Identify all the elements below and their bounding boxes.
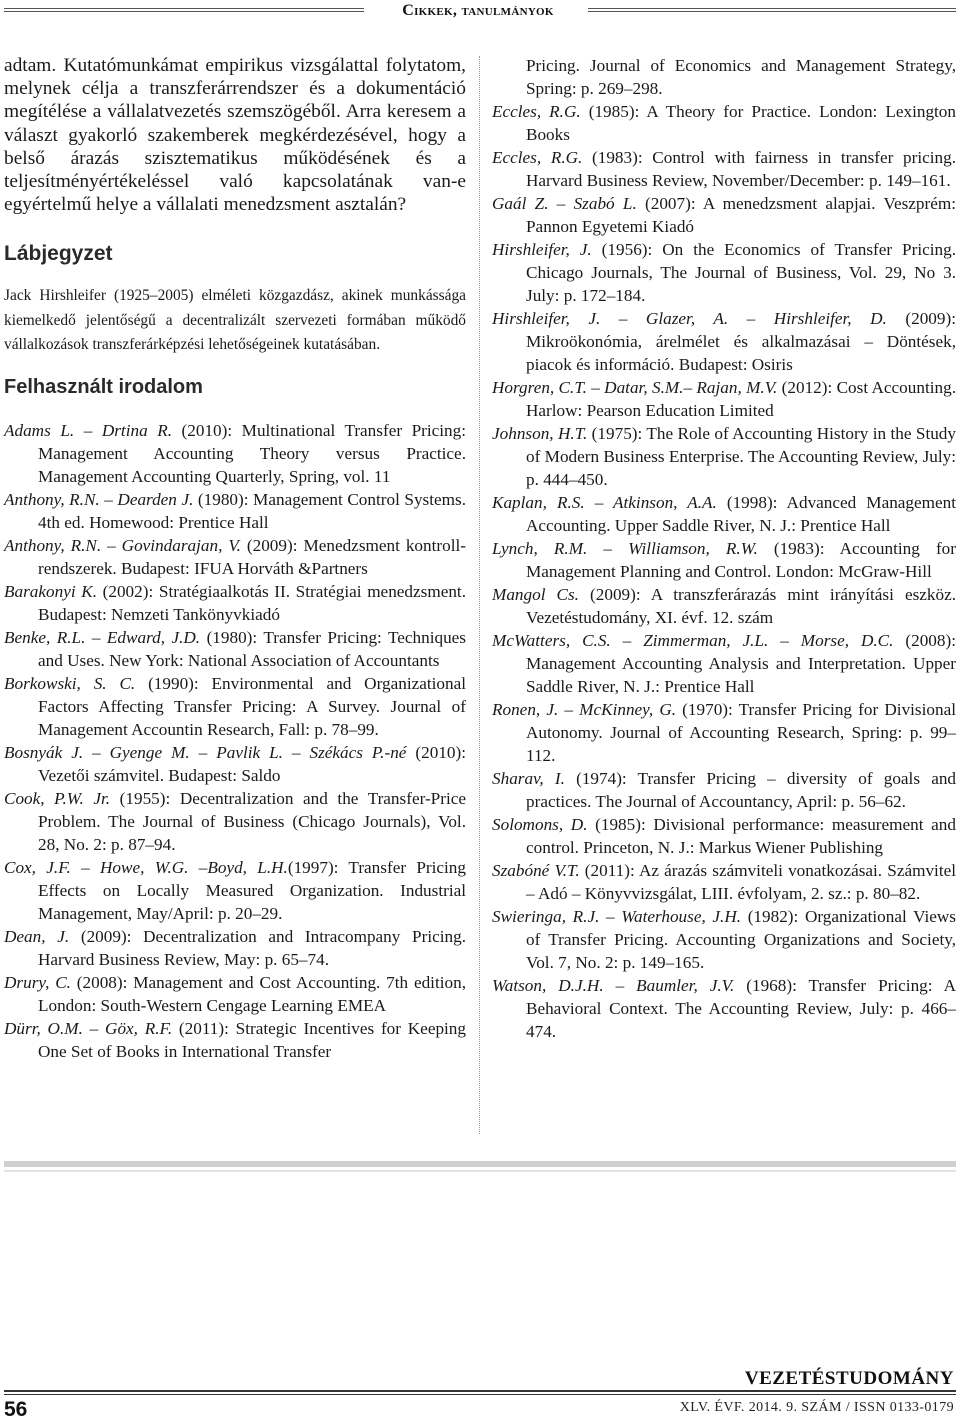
reference-details: (1974): Transfer Pricing – diversity of goals and practices. The Journal of Accountancy, April: p. 56–62.: [526, 769, 957, 811]
reference-entry: [492, 905, 956, 974]
reference-list-right: [492, 100, 956, 1043]
reference-entry: [492, 146, 956, 192]
reference-authors: Hirshleifer, J. – Glazer, A. – Hirshleifer, D.: [492, 309, 887, 328]
footer-rule-thin: [4, 1394, 956, 1395]
reference-entry: [492, 974, 956, 1043]
reference-entry: [4, 741, 466, 787]
reference-authors: Horgren, C.T. – Datar, S.M.– Rajan, M.V.: [492, 378, 778, 397]
bottom-rule-thin: [4, 1170, 956, 1172]
reference-entry: [492, 813, 956, 859]
reference-entry: [492, 698, 956, 767]
reference-authors: Dürr, O.M. – Göx, R.F.: [4, 1018, 173, 1038]
reference-entry: [4, 672, 466, 741]
reference-entry: [4, 971, 466, 1017]
references-heading: Felhasznált irodalom: [4, 375, 203, 398]
reference-entry: [492, 376, 956, 422]
reference-details: (1982): Organizational Views of Transfer Pricing. Accounting Organizations and Society, Vol. 7, No. 2: p. 149–165.: [526, 907, 956, 972]
reference-details: (1956): On the Economics of Transfer Pricing. Chicago Journals, The Journal of Business, Vol. 29, No 3. July: p. 172–184.: [526, 240, 957, 305]
reference-details: (1983): Accounting for Management Planning and Control. London: McGraw-Hill: [526, 539, 956, 581]
reference-authors: Benke, R.L. – Edward, J.D.: [4, 627, 201, 647]
reference-details: (2009): Decentralization and Intracompany Pricing. Harvard Business Review, May: p. 65–74.: [38, 926, 467, 969]
reference-entry: [4, 1017, 466, 1063]
reference-details: (1997): Transfer Pricing Effects on Locally Measured Organization. Industrial Management, May/April: p. 20–29.: [38, 857, 466, 923]
section-title: Cikkek, tanulmányok: [402, 2, 554, 19]
reference-entry: [4, 626, 466, 672]
journal-name: VEZETÉSTUDOMÁNY: [744, 1368, 954, 1389]
reference-entry: [4, 488, 466, 534]
reference-details: (1980): Transfer Pricing: Techniques and Uses. New York: National Association of Accountants: [38, 627, 466, 670]
column-divider: [479, 56, 480, 1134]
issue-info: XLV. ÉVF. 2014. 9. SZÁM / ISSN 0133-0179: [679, 1400, 954, 1415]
intro-paragraph: adtam. Kutatómunkámat empirikus vizsgálattal folytatom, melynek célja a transzferárrendszer és a dokumentáció megítélése a vállalatvezetés szemszögéből. Arra keresem a választ gyakorló szakemberek megkérdezésével, hogy a belső árazás szisztematikus működésének és a teljesítményértékeléssel való kapcsolatának van-e egyértelmű helye a vállalati menedzsment asztalán?: [4, 55, 466, 216]
reference-entry: [492, 629, 956, 698]
reference-entry: [492, 491, 956, 537]
footer-rule: [4, 1390, 956, 1392]
reference-entry: [492, 100, 956, 146]
reference-authors: Eccles, R.G.: [492, 102, 581, 121]
reference-details: (2002): Stratégiaalkotás II. Stratégiai menedzsment. Budapest: Nemzeti Tankönyvkiadó: [38, 581, 466, 624]
reference-entry: [492, 767, 956, 813]
page-number: 56: [4, 1398, 28, 1421]
reference-details: (1970): Transfer Pricing for Divisional Autonomy. Journal of Accounting Research, Spring: p. 99–112.: [526, 700, 956, 765]
left-column: [4, 54, 466, 1063]
reference-authors: Lynch, R.M. – Williamson, R.W.: [492, 539, 758, 558]
reference-entry: [492, 537, 956, 583]
reference-details: (1985): Divisional performance: measurement and control. Princeton, N. J.: Markus Wiener Publishing: [526, 815, 956, 857]
reference-details: (2007): A menedzsment alapjai. Veszprém: Pannon Egyetemi Kiadó: [526, 194, 956, 236]
reference-entry: [492, 192, 956, 238]
header-rule-left: [4, 8, 364, 14]
reference-continuation: Pricing. Journal of Economics and Management Strategy, Spring: p. 269–298.: [526, 56, 956, 98]
reference-authors: Anthony, R.N. – Dearden J.: [4, 489, 194, 509]
reference-details: (2011): Az árazás számviteli vonatkozásai. Számvitel – Adó – Könyvvizsgálat, LIII. évfolyam, 2. sz.: p. 80–82.: [526, 861, 956, 903]
reference-entry: [4, 787, 466, 856]
reference-authors: Hirshleifer, J.: [492, 240, 592, 259]
reference-authors: Cook, P.W. Jr.: [4, 788, 111, 808]
reference-entry: [4, 856, 466, 925]
reference-authors: Bosnyák J. – Gyenge M. – Pavlik L. – Székács P.-né: [4, 742, 407, 762]
reference-details: (2008): Management and Cost Accounting. 7th edition, London: South-Western Cengage Learning EMEA: [38, 972, 466, 1015]
header-rule-right: [588, 8, 956, 14]
reference-details: (2010): Multinational Transfer Pricing: Management Accounting Theory versus Practice. Management Accounting Quarterly, Spring, vol. 11: [38, 420, 466, 486]
reference-authors: Cox, J.F. – Howe, W.G. –Boyd, L.H.: [4, 857, 288, 877]
reference-authors: Ronen, J. – McKinney, G.: [492, 700, 677, 719]
reference-entry: [4, 580, 466, 626]
reference-authors: Drury, C.: [4, 972, 71, 992]
reference-authors: Solomons, D.: [492, 815, 588, 834]
reference-authors: Adams L. – Drtina R.: [4, 420, 172, 440]
reference-details: (2009): A transzferárazás mint irányítási eszköz. Vezetéstudomány, XI. évf. 12. szám: [526, 585, 957, 627]
reference-entry: [492, 238, 956, 307]
reference-details: (1985): A Theory for Practice. London: Lexington Books: [526, 102, 956, 144]
reference-details: (2008): Management Accounting Analysis and Interpretation. Upper Saddle River, N. J.: Prentice Hall: [526, 631, 956, 696]
reference-authors: McWatters, C.S. – Zimmerman, J.L. – Morse, D.C.: [492, 631, 894, 650]
reference-details: (2009): Menedzsment kontroll-rendszerek. Budapest: IFUA Horváth &Partners: [38, 535, 466, 578]
reference-authors: Sharav, I.: [492, 769, 565, 788]
reference-entry: [4, 925, 466, 971]
reference-authors: Eccles, R.G.: [492, 148, 583, 167]
reference-details: (1998): Advanced Management Accounting. Upper Saddle River, N. J.: Prentice Hall: [526, 493, 957, 535]
reference-entry: [4, 534, 466, 580]
reference-authors: Watson, D.J.H. – Baumler, J.V.: [492, 976, 735, 995]
reference-details: (2009): Mikroökonómia, árelmélet és alkalmazásai – Döntések, piacok és információ. Budapest: Osiris: [526, 309, 956, 374]
reference-entry: [4, 419, 466, 488]
reference-authors: Johnson, H.T.: [492, 424, 588, 443]
reference-entry: [492, 859, 956, 905]
reference-details: (1968): Transfer Pricing: A Behavioral Context. The Accounting Review, July: p. 466–474.: [526, 976, 956, 1041]
reference-details: (2012): Cost Accounting. Harlow: Pearson Education Limited: [526, 378, 956, 420]
reference-details: (2011): Strategic Incentives for Keeping One Set of Books in International Transfer: [38, 1018, 466, 1061]
reference-authors: Dean, J.: [4, 926, 70, 946]
reference-entry: [492, 583, 956, 629]
reference-details: (2010): Vezetői számvitel. Budapest: Saldo: [38, 742, 467, 785]
reference-authors: Kaplan, R.S. – Atkinson, A.A.: [492, 493, 717, 512]
reference-details: (1990): Environmental and Organizational Factors Affecting Transfer Pricing: A Survey. Journal of Management Accountin Research, Fall: p. 78–99.: [38, 673, 466, 739]
reference-details: (1980): Management Control Systems. 4th ed. Homewood: Prentice Hall: [38, 489, 466, 532]
reference-entry: [492, 422, 956, 491]
reference-authors: Mangol Cs.: [492, 585, 579, 604]
reference-authors: Anthony, R.N. – Govindarajan, V.: [4, 535, 241, 555]
reference-details: (1975): The Role of Accounting History in the Study of Modern Business Enterprise. The Accounting Review, July: p. 444–450.: [526, 424, 956, 489]
reference-details: (1983): Control with fairness in transfer pricing. Harvard Business Review, November/December: p. 149–161.: [526, 148, 956, 190]
footnote-text: Jack Hirshleifer (1925–2005) elméleti közgazdász, akinek munkássága kiemelkedő jelentőségű a decentralizált szervezeti formában működő vállalkozások transzferárképzési lehetőségeinek kutatásában.: [4, 287, 466, 354]
right-column: [492, 54, 956, 1043]
reference-authors: Szabóné V.T.: [492, 861, 580, 880]
reference-authors: Gaál Z. – Szabó L.: [492, 194, 637, 213]
footnote-heading: Lábjegyzet: [4, 242, 113, 266]
reference-entry: [492, 307, 956, 376]
reference-list-left: [4, 419, 466, 1063]
reference-authors: Swieringa, R.J. – Waterhouse, J.H.: [492, 907, 742, 926]
reference-details: (1955): Decentralization and the Transfer-Price Problem. The Journal of Business (Chicago Journals), Vol. 28, No. 2: p. 87–94.: [38, 788, 466, 854]
reference-authors: Borkowski, S. C.: [4, 673, 136, 693]
reference-authors: Barakonyi K.: [4, 581, 97, 601]
bottom-rule: [4, 1161, 956, 1167]
